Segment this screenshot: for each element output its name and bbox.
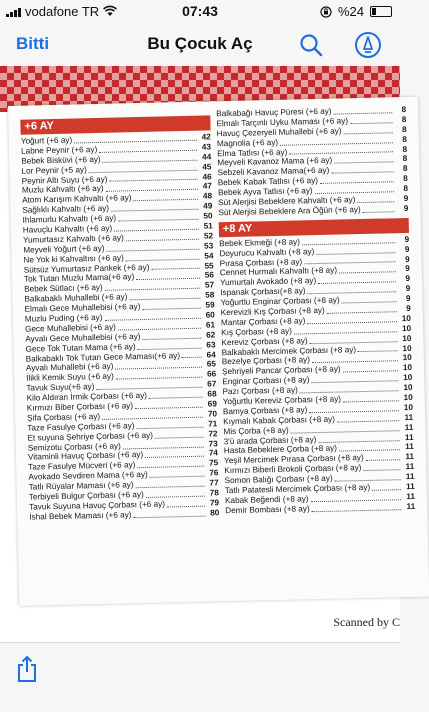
dot-leader xyxy=(134,515,206,518)
page-number: 61 xyxy=(205,320,216,330)
page-number: 63 xyxy=(206,340,216,350)
recipe-title: Süt Alerjisi Bebeklere Kahvaltı (+6 ay) xyxy=(218,195,356,208)
recipe-title: Sağlıklı Kahvaltı (+6 ay) xyxy=(22,203,110,215)
left-column xyxy=(20,115,219,522)
recipe-title: 3'ü arada Çorbası (+8 ay) xyxy=(223,434,317,446)
page-number: 9 xyxy=(403,193,409,204)
recipe-title: Semizotu Çorbası (+6 ay) xyxy=(27,441,121,453)
recipe-title: Tavuk Suyu(+6 ay) xyxy=(26,382,95,393)
recipe-title: Bebek Kabak Tatlısı (+6 ay) xyxy=(217,176,319,188)
page-number: 73 xyxy=(208,438,218,449)
orientation-lock-icon xyxy=(320,6,332,18)
recipe-title: Meyveli Kavanoz Mama (+6 ay) xyxy=(217,156,333,168)
section-header-6-ay: +6 AY xyxy=(20,115,210,134)
dot-leader xyxy=(342,301,397,303)
dot-leader xyxy=(344,132,393,134)
page-number: 10 xyxy=(402,363,413,373)
dot-leader xyxy=(145,456,204,458)
page-number: 9 xyxy=(404,254,410,264)
recipe-title: Bebek Bisküvi (+6 ay) xyxy=(21,154,101,166)
page-number: 9 xyxy=(406,303,411,314)
recipe-title: Bebek Ayva Tatlısı (+6 ay) xyxy=(217,186,313,198)
page-number: 10 xyxy=(403,402,414,413)
dot-leader xyxy=(151,268,199,270)
page-number: 54 xyxy=(204,251,214,261)
recipe-title: Muzlu Puding (+6 ay) xyxy=(24,312,103,324)
dot-leader xyxy=(150,476,205,478)
dot-leader xyxy=(372,489,401,491)
page-number: 80 xyxy=(210,508,220,518)
recipe-title: Taze Fasulye Çorbası (+6 ay) xyxy=(27,421,135,433)
dot-leader xyxy=(155,436,204,438)
dot-leader xyxy=(182,357,202,358)
dot-leader xyxy=(137,426,204,429)
page-number: 51 xyxy=(203,221,213,231)
recipe-title: Ne Yok ki Kahvaltısı (+6 ay) xyxy=(23,253,124,265)
recipe-title: Pazı Çorbası (+8 ay) xyxy=(222,385,298,397)
page-number: 55 xyxy=(204,260,214,271)
recipe-title: Kırmızı Biberli Brokoli Çorbası (+8 ay) xyxy=(224,463,362,476)
page-number: 10 xyxy=(402,333,412,343)
recipe-title: Yoğurtlu Enginar Çorbası (+8 ay) xyxy=(220,295,340,308)
page-number: 8 xyxy=(402,164,408,174)
page-number: 79 xyxy=(209,498,220,508)
page-number: 8 xyxy=(401,104,407,115)
recipe-title: Yoğurtlu Kereviz Çorbası (+8 ay) xyxy=(222,394,342,407)
dot-leader xyxy=(334,112,393,114)
dot-leader xyxy=(130,298,201,301)
recipe-title: Mis Çorba (+8 ay) xyxy=(223,425,289,436)
page-number: 44 xyxy=(201,152,212,162)
dot-leader xyxy=(343,370,398,372)
recipe-title: Lor Peynir (+5 ay) xyxy=(21,164,87,176)
recipe-title: Kabak Beğendi (+8 ay) xyxy=(224,494,309,506)
recipe-title: Balkabaklı Tok Tutan Gece Maması(+6 ay) xyxy=(25,350,181,364)
page-number: 71 xyxy=(208,419,218,429)
search-icon[interactable] xyxy=(298,32,324,58)
recipe-title: Tatlı Patatesli Mercimek Çorbası (+8 ay) xyxy=(224,482,371,496)
page-number: 11 xyxy=(405,452,415,462)
recipe-title: Havuçlu Kahvaltı (+6 ay) xyxy=(22,223,113,235)
recipe-title: Kırmızı Biber Çorbası (+6 ay) xyxy=(26,401,134,413)
dot-leader xyxy=(339,450,400,452)
status-bar xyxy=(0,0,400,22)
status-right xyxy=(320,4,392,19)
recipe-title: Atom Karışım Kahvaltı (+6 ay) xyxy=(22,193,132,206)
dot-leader xyxy=(327,311,397,314)
recipe-title: Gece Tok Tutan Mama (+6 ay) xyxy=(25,341,136,354)
page-number: 45 xyxy=(202,162,212,172)
page-number: 42 xyxy=(201,132,211,142)
recipe-title: Vitaminli Havuç Çorbası (+6 ay) xyxy=(27,450,144,463)
page-number: 11 xyxy=(406,491,416,502)
dot-leader xyxy=(137,466,204,469)
page-number: 9 xyxy=(405,284,411,294)
recipe-title: Balkabaklı Muhallebi (+6 ay) xyxy=(24,292,128,304)
page-number: 56 xyxy=(204,270,214,281)
recipe-title: Demir Bombası (+8 ay) xyxy=(225,504,310,516)
battery-percent: %24 xyxy=(337,4,364,19)
page-number: 64 xyxy=(206,349,216,360)
page-number: 11 xyxy=(405,472,415,482)
page-number: 78 xyxy=(209,488,219,498)
page-number: 66 xyxy=(206,369,217,379)
recipe-title: Pırasa Çorbası (+8 ay) xyxy=(219,256,303,268)
left-recipe-list xyxy=(21,132,220,522)
dot-leader xyxy=(357,201,394,203)
dot-leader xyxy=(135,407,203,410)
recipe-title: Şifa Çorbası (+6 ay) xyxy=(26,411,101,423)
page-number: 52 xyxy=(203,231,214,241)
recipe-title: Havuç Çezeryeli Muhallebi (+6 ay) xyxy=(216,126,342,139)
carrier-label: vodafone TR xyxy=(25,4,100,19)
share-icon[interactable] xyxy=(14,655,40,683)
page-number: 8 xyxy=(403,174,408,184)
recipe-title: Yoğurt (+6 ay) xyxy=(20,135,73,146)
dot-leader xyxy=(331,172,393,174)
page-number: 10 xyxy=(403,373,413,383)
page-number: 10 xyxy=(401,323,412,333)
dot-leader xyxy=(366,459,400,461)
dot-leader xyxy=(143,337,202,339)
page-number: 72 xyxy=(208,429,218,439)
recipe-title: Meyveli Yoğurt (+6 ay) xyxy=(23,243,105,255)
recipe-title: Ayvalı Gece Muhallebisi (+6 ay) xyxy=(25,331,141,344)
recipe-title: Ayvalı Muhallebi (+6 ay) xyxy=(25,362,114,374)
recipe-title: Peynir Altı Suyu (+6 ay) xyxy=(21,174,108,186)
page-number: 8 xyxy=(402,134,407,144)
dot-leader xyxy=(134,199,199,201)
page-number: 69 xyxy=(207,399,217,409)
page-number: 57 xyxy=(204,280,215,290)
page-number: 75 xyxy=(208,458,219,468)
dot-leader xyxy=(138,347,202,349)
page-number: 70 xyxy=(207,409,218,419)
dot-leader xyxy=(136,278,200,280)
page-number: 65 xyxy=(206,359,217,370)
recipe-title: Somon Balığı Çorbası (+8 ay) xyxy=(224,473,333,486)
scanned-page xyxy=(8,97,429,606)
page-number: 11 xyxy=(405,481,415,492)
page-number: 9 xyxy=(404,244,410,254)
recipe-title: Kereviz Çorbası (+8 ay) xyxy=(221,335,308,347)
recipe-title: Yumurtasız Kahvaltı (+6 ay) xyxy=(22,233,124,245)
recipe-title: Yumurtalı Avokado (+8 ay) xyxy=(219,276,317,288)
recipe-title: Ihlamurlu Kahvaltı (+6 ay) xyxy=(22,213,117,225)
page-number: 9 xyxy=(405,274,411,284)
page-number: 8 xyxy=(402,144,408,154)
dot-leader xyxy=(167,505,205,507)
recipe-title: Labne Peynir (+6 ay) xyxy=(20,144,98,156)
page-number: 68 xyxy=(207,389,217,399)
page-number: 10 xyxy=(402,343,412,353)
dot-leader xyxy=(146,496,205,498)
page-number: 59 xyxy=(205,300,215,310)
page-number: 11 xyxy=(405,462,415,472)
page-number: 77 xyxy=(209,478,219,488)
page-number: 76 xyxy=(209,468,219,478)
recipe-title: Bebek Ekmeği (+8 ay) xyxy=(219,237,301,249)
page-number: 48 xyxy=(202,191,213,201)
recipe-title: Hasta Bebeklere Çorba (+8 ay) xyxy=(223,444,338,456)
recipe-title: Kerevizli Kış Çorbası (+8 ay) xyxy=(220,305,325,318)
recipe-title: İshal Bebek Maması (+6 ay) xyxy=(29,510,132,522)
dot-leader xyxy=(334,162,393,164)
page-number: 9 xyxy=(405,264,410,274)
dot-leader xyxy=(312,509,402,512)
right-recipe-list-top xyxy=(216,105,408,218)
page-number: 10 xyxy=(403,383,413,393)
dot-leader xyxy=(149,397,203,399)
recipe-title: Gece Muhallebisi (+6 ay) xyxy=(24,322,116,334)
recipe-title: Enginar Çorbası (+8 ay) xyxy=(222,375,310,387)
recipe-title: Tok Tutan Muzlu Mama(+6 ay) xyxy=(23,272,135,285)
page-number: 47 xyxy=(202,181,212,192)
page-number: 8 xyxy=(403,184,409,194)
page-number: 11 xyxy=(404,412,414,422)
dot-leader xyxy=(343,400,399,402)
page-number: 9 xyxy=(405,294,411,304)
dot-leader xyxy=(136,486,205,489)
dot-leader xyxy=(358,351,398,353)
dot-leader xyxy=(337,420,399,422)
status-time: 07:43 xyxy=(182,3,218,19)
recipe-title: Balkabaklı Mercimek Çorbası (+8 ay) xyxy=(221,344,357,357)
recipe-title: Elma Tatlısı (+6 ay) xyxy=(217,147,288,158)
right-recipe-list-bottom xyxy=(219,235,415,516)
page-number: 50 xyxy=(203,211,213,221)
recipe-title: Bezelye Çorbası (+8 ay) xyxy=(221,355,311,367)
dot-leader xyxy=(364,469,401,471)
page-number: 67 xyxy=(207,379,217,389)
dot-leader xyxy=(363,211,395,213)
recipe-title: Et suyuna Şehriye Çorbası (+6 ay) xyxy=(27,430,153,443)
nav-bar xyxy=(0,22,400,67)
recipe-title: Süt Alerjisi Bebeklere Ara Öğün (+6 ay) xyxy=(218,204,361,218)
battery-icon xyxy=(370,6,392,17)
page-number: 8 xyxy=(401,114,407,124)
recipe-title: Elmalı Gece Muhallebisi (+6 ay) xyxy=(24,302,141,314)
page-number: 10 xyxy=(402,353,412,363)
recipe-title: Kilo Aldıran İrmik Çorbası (+6 ay) xyxy=(26,391,148,403)
recipe-title: Kıymalı Kabak Çorbası (+8 ay) xyxy=(223,414,336,427)
recipe-title: Bebek Sütlacı (+6 ay) xyxy=(24,283,103,295)
dot-leader xyxy=(335,479,401,481)
page-number: 53 xyxy=(204,241,214,251)
markup-pen-icon[interactable] xyxy=(354,31,382,59)
page-number: 10 xyxy=(401,313,412,324)
recipe-title: Sütsüz Yumurtasız Pankek (+6 ay) xyxy=(23,262,150,275)
recipe-title: İlikli Kemik Suyu (+6 ay) xyxy=(26,372,114,384)
recipe-title: Terbiyeli Bulgur Çorbası (+6 ay) xyxy=(28,490,144,502)
recipe-title: Ispanak Çorbası(+8 ay) xyxy=(220,286,306,298)
recipe-title: Taze Fasulye Mücveri (+6 ay) xyxy=(28,460,136,473)
right-column xyxy=(216,105,415,516)
page-number: 43 xyxy=(201,142,212,152)
page-number: 46 xyxy=(202,171,212,182)
recipe-title: Mantar Çorbası (+8 ay) xyxy=(220,316,306,328)
recipe-title: Yeşil Mercimek Pırasa Çorbası (+8 ay) xyxy=(224,453,364,466)
recipe-title: Bamya Çorbası (+8 ay) xyxy=(222,405,308,417)
dot-leader xyxy=(339,272,396,274)
recipe-title: Doyurucu Kahvaltı (+8 ay) xyxy=(219,246,315,258)
section-header-8-ay: +8 AY xyxy=(219,218,409,237)
page-number: 11 xyxy=(406,501,416,511)
recipe-title: Tatlı Rüyalar Maması (+6 ay) xyxy=(28,480,134,492)
recipe-title: Tavuk Suyuna Havuç Çorbası (+6 ay) xyxy=(29,499,166,512)
recipe-title: Şehriyeli Pancar Çorbası (+8 ay) xyxy=(221,364,341,377)
document-title: Bu Çocuk Aç xyxy=(147,34,253,53)
page-number: 60 xyxy=(205,310,215,320)
recipe-title: Avokado Sevdiren Mama (+6 ay) xyxy=(28,470,148,482)
page-number: 11 xyxy=(404,422,414,432)
recipe-title: Magnolia (+6 ay) xyxy=(216,137,279,148)
dot-leader xyxy=(142,308,200,310)
bottom-toolbar xyxy=(0,642,400,712)
dot-leader xyxy=(350,122,392,124)
page-number: 11 xyxy=(405,442,414,452)
page-number: 58 xyxy=(205,290,215,300)
scanned-by-watermark: Scanned by C xyxy=(333,615,400,629)
page-number: 9 xyxy=(404,234,410,244)
page-number: 49 xyxy=(203,201,213,211)
page-number: 74 xyxy=(208,448,219,459)
page-number: 10 xyxy=(403,392,413,403)
recipe-title: Elmalı Tarçınlı Uyku Maması (+6 ay) xyxy=(216,116,349,129)
page-number: 9 xyxy=(403,203,409,213)
recipe-title: Cennet Hurmalı Kahvaltı (+8 ay) xyxy=(219,266,338,278)
page-number: 11 xyxy=(404,432,414,442)
done-button[interactable]: Bitti xyxy=(16,34,50,53)
page-number: 8 xyxy=(401,124,407,134)
recipe-title: Kış Çorbası (+8 ay) xyxy=(221,326,293,338)
document-view[interactable] xyxy=(0,66,416,642)
recipe-title: Balkabağı Havuç Püresi (+6 ay) xyxy=(216,106,332,119)
recipe-title: Sebzeli Kavanoz Mama(+6 ay) xyxy=(217,166,330,178)
recipe-title: Muzlu Kahvaltı (+6 ay) xyxy=(21,184,104,196)
page-number: 8 xyxy=(402,154,408,164)
page-number: 62 xyxy=(206,330,216,340)
